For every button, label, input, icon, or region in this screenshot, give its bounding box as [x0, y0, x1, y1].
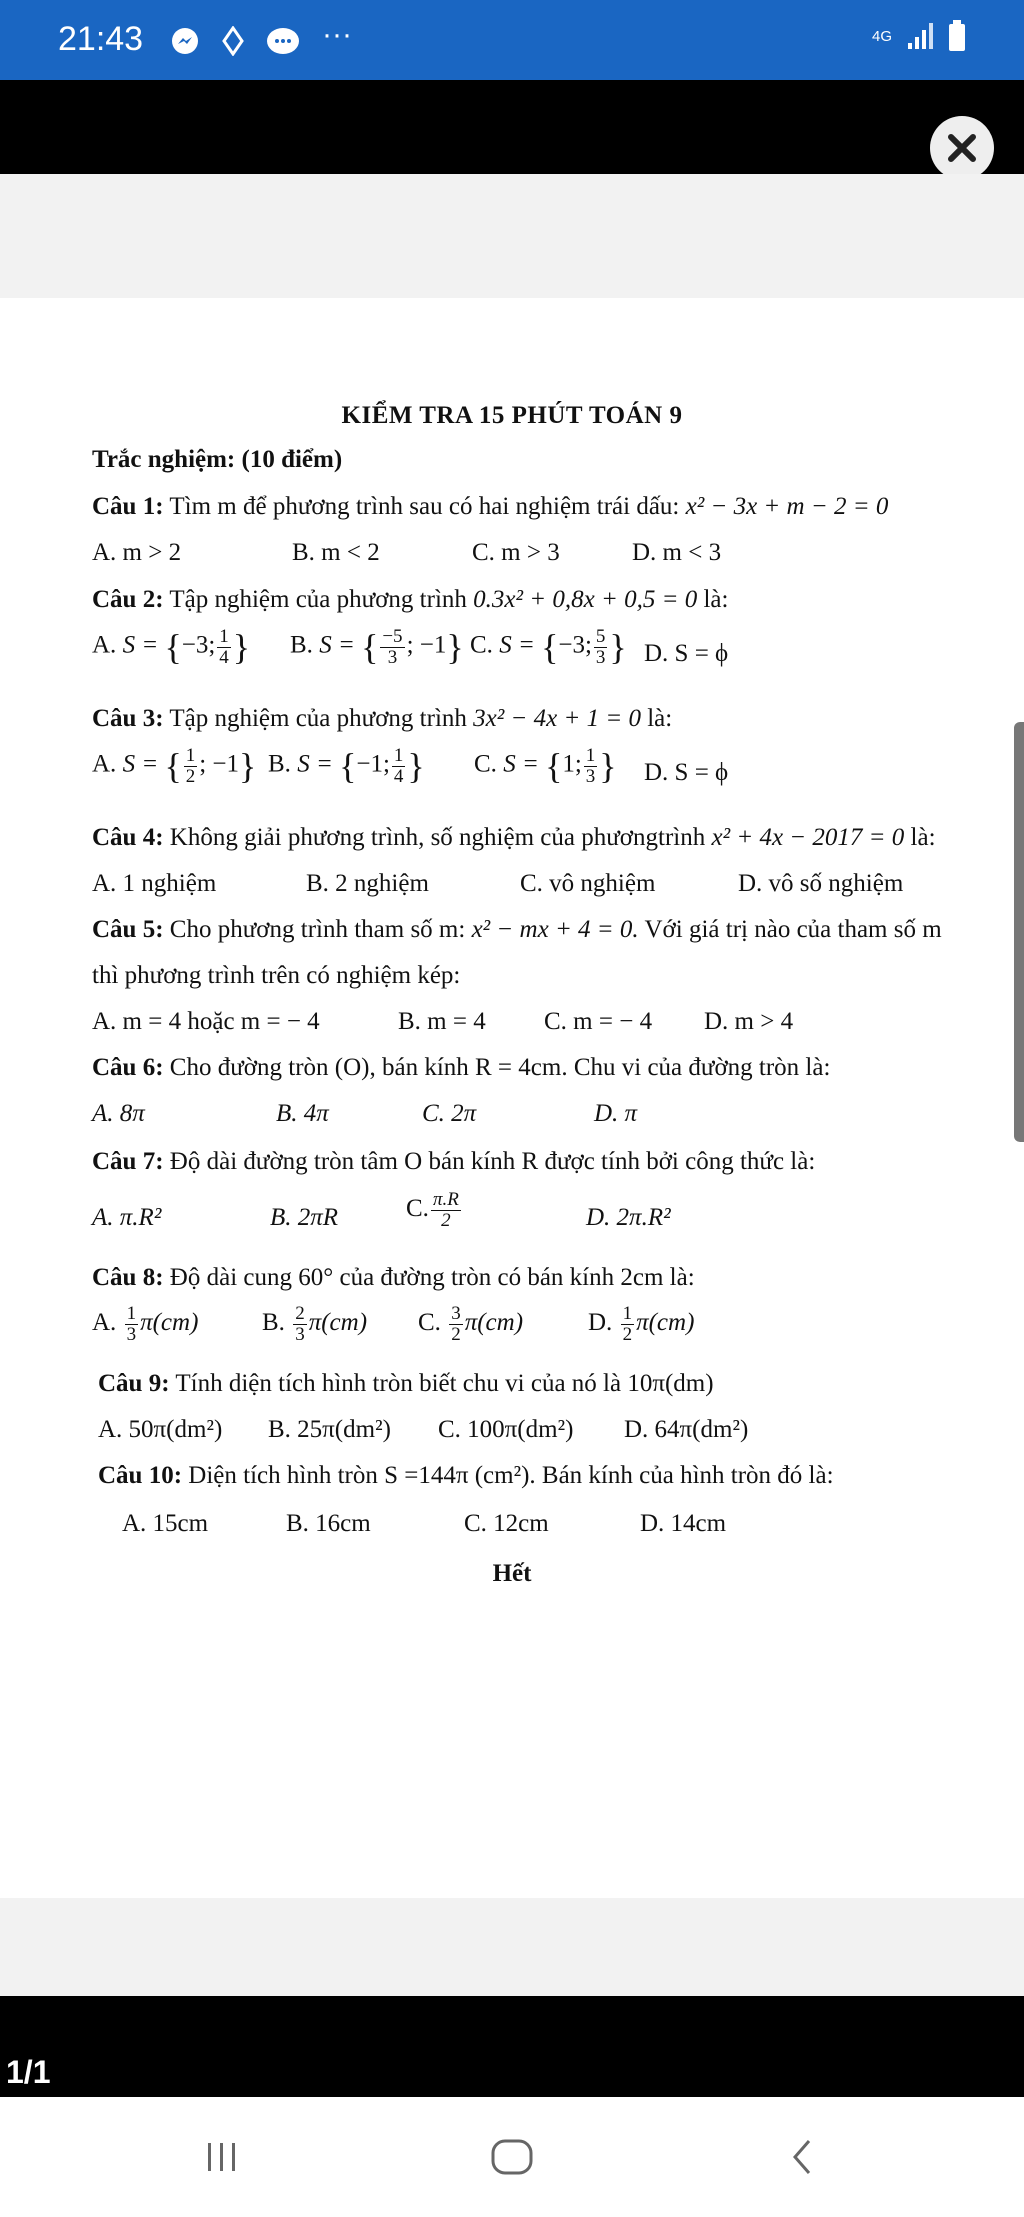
q8-option-a: A. $\frac{1}{3}$ π(cm): [92, 1303, 199, 1345]
question-label: Câu 6:: [92, 1054, 164, 1081]
question-label: Câu 1:: [92, 493, 164, 520]
equation: x² − 3x + m − 2 = 0: [685, 493, 889, 520]
close-icon: [945, 131, 979, 165]
question-text: Tìm m để phương trình sau có hai nghiệm trái dấu:: [169, 493, 680, 520]
signal-icon: [906, 21, 934, 51]
viewer-toolbar: [0, 80, 1024, 174]
q7-option-b: B. 2πR: [270, 1204, 339, 1231]
close-button[interactable]: [930, 116, 994, 180]
q1-option-c: C. m > 3: [472, 539, 560, 566]
q10-option-c: C. 12cm: [464, 1510, 549, 1537]
q2-option-d: D. S = ϕ: [644, 640, 729, 667]
q8-option-b: B. $\frac{2}{3}$ π(cm): [262, 1303, 368, 1345]
question-text: Tập nghiệm của phương trình: [169, 586, 467, 613]
equation: x² − mx + 4 = 0.: [471, 916, 639, 943]
question-label: Câu 8:: [92, 1264, 164, 1291]
q4-option-a: A. 1 nghiệm: [92, 870, 217, 897]
messenger-icon: [170, 26, 200, 56]
question-text: Tập nghiệm của phương trình: [169, 705, 467, 732]
q3-option-b: B. S = {−1; $\frac{1}{4}$ }: [268, 744, 425, 787]
q6-option-d: D. π: [594, 1100, 638, 1127]
q6-option-c: C. 2π: [422, 1100, 477, 1127]
q9-option-c: C. 100π(dm²): [438, 1416, 574, 1443]
q2-option-b: B. S = { $\frac{-5}{3}$ ; −1}: [290, 625, 464, 668]
question-label: Câu 4:: [92, 824, 164, 851]
question-2: [92, 586, 728, 614]
back-button[interactable]: [772, 2127, 832, 2187]
q4-option-b: B. 2 nghiệm: [306, 870, 429, 897]
question-text: Tính diện tích hình tròn biết chu vi của nó là 10π(dm): [175, 1370, 714, 1397]
question-6: [92, 1054, 830, 1082]
q5-option-b: B. m = 4: [398, 1008, 486, 1035]
question-label: Câu 9:: [98, 1370, 170, 1397]
document-page: [0, 298, 1024, 1898]
q5-option-c: C. m = − 4: [544, 1008, 653, 1035]
status-time: 21:43: [58, 20, 144, 58]
question-label: Câu 3:: [92, 705, 164, 732]
end-marker: Hết: [492, 1560, 532, 1587]
section-heading: Trắc nghiệm: (10 điểm): [92, 446, 343, 473]
equation: x² + 4x − 2017 = 0: [711, 824, 905, 851]
status-bar: [0, 0, 1024, 80]
equation: 0.3x² + 0,8x + 0,5 = 0: [473, 586, 698, 613]
q1-option-b: B. m < 2: [292, 539, 380, 566]
question-9: [98, 1370, 714, 1398]
q5-option-a: A. m = 4 hoặc m = − 4: [92, 1008, 320, 1035]
question-text: Cho đường tròn (O), bán kính R = 4cm. Chu vi của đường tròn là:: [169, 1054, 831, 1081]
recent-apps-button[interactable]: [192, 2127, 252, 2187]
question-1: [92, 493, 888, 521]
question-8: [92, 1264, 695, 1292]
question-label: Câu 2:: [92, 586, 164, 613]
q3-option-a: A. S = { $\frac{1}{2}$ ; −1}: [92, 744, 257, 787]
q2-option-c: C. S = {−3; $\frac{5}{3}$ }: [470, 625, 627, 668]
question-text: Độ dài đường tròn tâm O bán kính R được tính bởi công thức là:: [169, 1148, 816, 1175]
home-icon: [489, 2137, 535, 2177]
q9-option-a: A. 50π(dm²): [98, 1416, 223, 1443]
question-10: [98, 1462, 834, 1490]
question-label: Câu 5:: [92, 916, 164, 943]
question-tail: là:: [647, 705, 673, 732]
page-counter: 1/1: [6, 2054, 51, 2090]
q7-option-d: D. 2π.R²: [586, 1204, 671, 1231]
question-5-line-2: thì phương trình trên có nghiệm kép:: [92, 962, 461, 989]
question-3: [92, 705, 672, 733]
document-viewer[interactable]: [0, 174, 1024, 1996]
question-text: Diện tích hình tròn S =144π (cm²). Bán kính của hình tròn đó là:: [188, 1462, 834, 1489]
q1-option-d: D. m < 3: [632, 539, 722, 566]
q10-option-a: A. 15cm: [122, 1510, 209, 1537]
viber-icon: [266, 26, 300, 56]
q8-option-d: D. $\frac{1}{2}$ π(cm): [588, 1303, 695, 1345]
viewer-bottom-bar: [0, 1996, 1024, 2096]
question-4: [92, 824, 936, 852]
q4-option-c: C. vô nghiệm: [520, 870, 656, 897]
q5-option-d: D. m > 4: [704, 1008, 794, 1035]
question-7: [92, 1148, 815, 1176]
question-text: Độ dài cung 60° của đường tròn có bán kính 2cm là:: [169, 1264, 695, 1291]
scrollbar-thumb[interactable]: [1014, 722, 1024, 1142]
location-icon: [218, 26, 248, 56]
q7-option-c: C. $\frac{\pi.R}{2}$: [406, 1189, 459, 1231]
network-type: 4G: [871, 27, 892, 45]
home-button[interactable]: [482, 2127, 542, 2187]
question-label: Câu 10:: [98, 1462, 183, 1489]
q3-option-d: D. S = ϕ: [644, 759, 729, 786]
q6-option-a: A. 8π: [92, 1100, 145, 1127]
recent-apps-icon: [200, 2140, 244, 2174]
q3-option-c: C. S = {1; $\frac{1}{3}$ }: [474, 744, 617, 787]
back-icon: [787, 2137, 817, 2177]
q6-option-b: B. 4π: [276, 1100, 329, 1127]
q1-option-a: A. m > 2: [92, 539, 182, 566]
equation: 3x² − 4x + 1 = 0: [473, 705, 641, 732]
q10-option-b: B. 16cm: [286, 1510, 371, 1537]
q9-option-b: B. 25π(dm²): [268, 1416, 391, 1443]
question-text: Cho phương trình tham số m:: [169, 916, 466, 943]
q7-option-a: A. π.R²: [92, 1204, 162, 1231]
question-tail: Với giá trị nào của tham số m: [644, 916, 942, 943]
question-5: [92, 916, 942, 944]
battery-icon: [948, 20, 966, 52]
question-tail: là:: [910, 824, 936, 851]
q4-option-d: D. vô số nghiệm: [738, 870, 904, 897]
question-text: Không giải phương trình, số nghiệm của phươngtrình: [169, 824, 706, 851]
q2-option-a: A. S = {−3; $\frac{1}{4}$ }: [92, 625, 251, 668]
q10-option-d: D. 14cm: [640, 1510, 727, 1537]
system-navigation-bar: [0, 2097, 1024, 2217]
q9-option-d: D. 64π(dm²): [624, 1416, 749, 1443]
question-label: Câu 7:: [92, 1148, 164, 1175]
doc-title: KIỂM TRA 15 PHÚT TOÁN 9: [341, 402, 683, 429]
question-tail: là:: [703, 586, 729, 613]
more-notifications-icon: ···: [322, 18, 352, 51]
q8-option-c: C. $\frac{3}{2}$ π(cm): [418, 1303, 524, 1345]
